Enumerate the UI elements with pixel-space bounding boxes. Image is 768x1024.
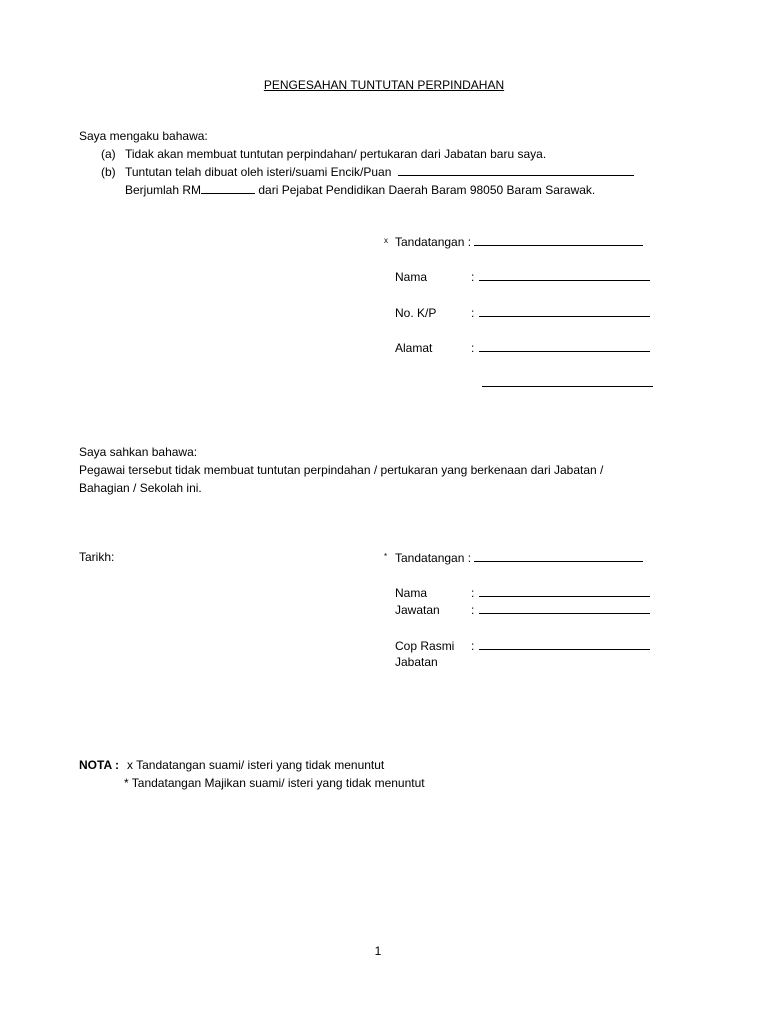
claimant-address-line-2 <box>482 386 653 387</box>
employer-position-line <box>479 601 650 614</box>
claimant-signature-label: Tandatangan <box>395 235 465 249</box>
claimant-name-colon: : <box>471 270 475 284</box>
declaration-intro: Saya mengaku bahawa: <box>79 129 208 143</box>
verification-line-1: Pegawai tersebut tidak membuat tuntutan perpindahan / pertukaran yang berkenaan dari Jabatan / <box>79 463 604 477</box>
employer-stamp-row-2 <box>384 654 471 670</box>
note-line-2: * Tandatangan Majikan suami/ isteri yang tidak menuntut <box>124 776 425 790</box>
claimant-address-row <box>384 339 650 356</box>
employer-mark: * <box>384 552 388 561</box>
claimant-name-line <box>479 268 650 281</box>
employer-stamp-row <box>384 637 650 654</box>
employer-position-label: Jawatan <box>395 603 440 617</box>
employer-name-line <box>479 584 650 597</box>
claimant-ic-colon: : <box>471 306 475 320</box>
claimant-mark: x <box>384 236 388 245</box>
employer-stamp-label: Cop Rasmi <box>395 639 455 653</box>
declaration-item-a-text: Tidak akan membuat tuntutan perpindahan/ pertukaran dari Jabatan baru saya. <box>125 147 547 161</box>
note-label: NOTA : <box>79 758 119 772</box>
employer-stamp-colon: : <box>471 639 475 653</box>
employer-stamp-line <box>479 637 650 650</box>
employer-signature-label: Tandatangan <box>395 551 465 565</box>
page-number: 1 <box>374 944 382 958</box>
employer-signature-line <box>474 549 643 562</box>
document-title: PENGESAHAN TUNTUTAN PERPINDAHAN <box>263 78 505 92</box>
employer-signature-row <box>384 549 643 566</box>
amount-blank <box>201 182 255 194</box>
employer-position-colon: : <box>471 603 475 617</box>
declaration-amount-line <box>125 182 595 198</box>
claimant-signature-line <box>474 233 643 246</box>
verification-line-2: Bahagian / Sekolah ini. <box>79 481 202 495</box>
declaration-item-b-text: Tuntutan telah dibuat oleh isteri/suami Encik/Puan <box>125 165 392 179</box>
note-line-1: x Tandatangan suami/ isteri yang tidak menuntut <box>127 758 385 772</box>
claimant-ic-line <box>479 304 650 317</box>
claimant-name-label: Nama <box>395 270 428 284</box>
claimant-ic-row <box>384 304 650 321</box>
claimant-signature-colon: : <box>467 235 472 249</box>
employer-name-label: Nama <box>395 586 428 600</box>
spouse-name-blank <box>398 164 634 176</box>
claimant-address-colon: : <box>471 341 475 355</box>
employer-signature-colon: : <box>467 551 472 565</box>
declaration-item-a-marker: (a) <box>101 147 116 161</box>
claimant-address-label: Alamat <box>395 341 433 355</box>
employer-stamp-label-2: Jabatan <box>395 655 438 669</box>
claimant-ic-label: No. K/P <box>395 306 437 320</box>
claimant-name-row <box>384 268 650 285</box>
employer-name-row <box>384 584 650 601</box>
amount-suffix: dari Pejabat Pendidikan Daerah Baram 98050 Baram Sarawak. <box>258 183 596 197</box>
claimant-signature-row <box>384 233 643 250</box>
declaration-item-b-marker: (b) <box>101 165 116 179</box>
amount-prefix: Berjumlah RM <box>125 183 202 197</box>
employer-position-row <box>384 601 650 618</box>
verification-intro: Saya sahkan bahawa: <box>79 445 198 459</box>
date-label: Tarikh: <box>79 550 115 564</box>
declaration-item-b-line <box>125 164 634 180</box>
claimant-address-line <box>479 339 650 352</box>
employer-name-colon: : <box>471 586 475 600</box>
